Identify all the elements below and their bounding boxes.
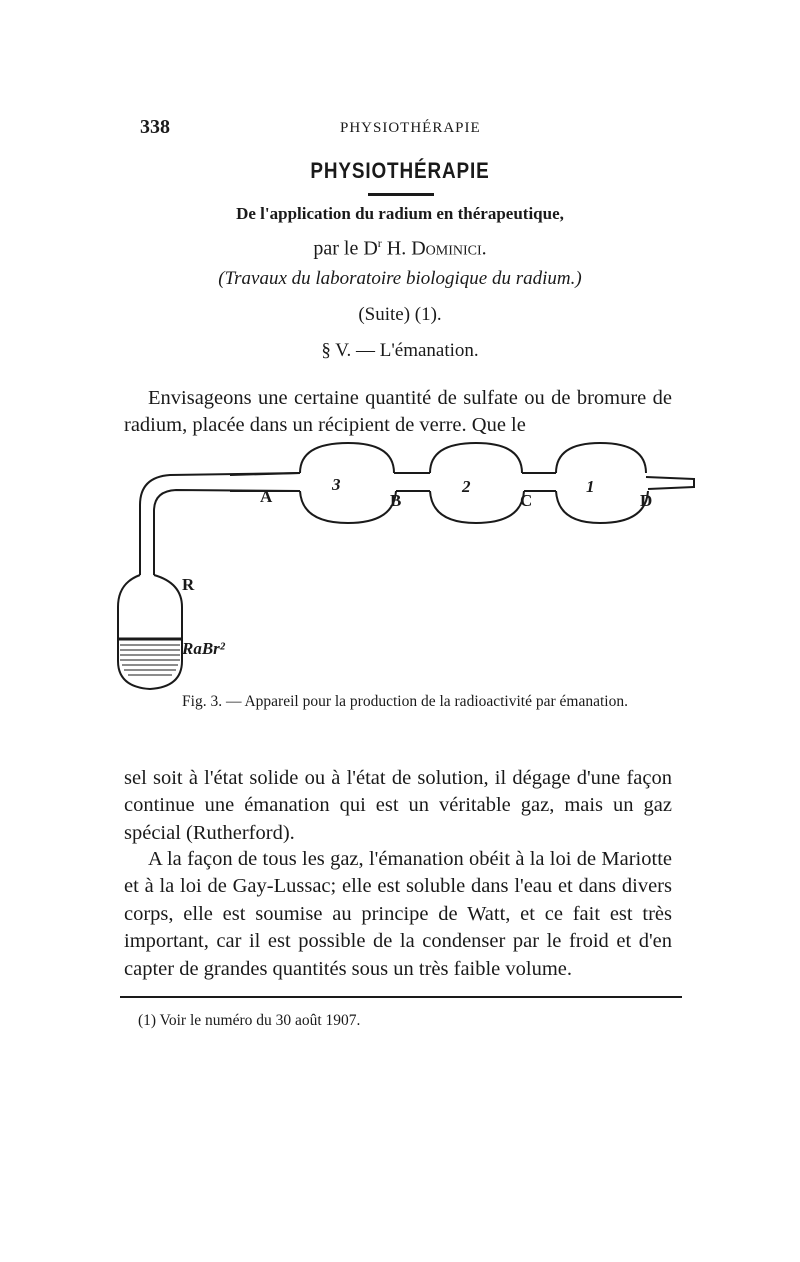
paragraph-1: Envisageons une certaine quantité de sulfate ou de bromure de radium, placée dans un récipient de verre. Que le	[124, 386, 672, 436]
continued-note: (Suite) (1).	[358, 304, 442, 325]
apparatus-figure	[110, 435, 700, 697]
byline	[120, 236, 680, 261]
label-c: C	[520, 491, 533, 510]
bulb-2-top	[430, 443, 522, 473]
bulb-3-top	[300, 443, 394, 473]
author-name: H. Dominici.	[386, 237, 487, 260]
affiliation: (Travaux du laboratoire biologique du radium.)	[218, 268, 582, 289]
article-title: De l'application du radium en thérapeutique,	[236, 204, 564, 223]
label-bulb-2: 2	[462, 477, 471, 496]
label-bulb-3: 3	[332, 475, 341, 494]
figure-caption: Fig. 3. — Appareil pour la production de la radioactivité par émanation.	[182, 693, 628, 710]
page-number: 338	[140, 116, 170, 138]
bulb-1-top	[556, 443, 646, 473]
byline-sup: r	[377, 236, 382, 250]
label-rabr2: RaBr²	[182, 639, 225, 658]
bulb-1-bottom	[556, 491, 648, 523]
footnote-rule	[120, 996, 682, 998]
subsection-heading: § V. — L'émanation.	[321, 340, 479, 361]
paragraph-2: sel soit à l'état solide ou à l'état de solution, il dégage d'une façon continue une émanation qui est un véritable gaz, mais un gaz spécial (Rutherford).	[124, 766, 672, 844]
tube-outer	[140, 473, 300, 575]
label-bulb-1: 1	[586, 477, 595, 496]
paragraph-3: A la façon de tous les gaz, l'émanation obéit à la loi de Mariotte et à la loi de Gay-Lussac; elle est soluble dans l'eau et dans divers corps, elle est soumise au principe de Watt, et ce fait est très important, car il est possible de la condenser par le froid et d'en capter de grandes quantités sous un très faible volume.	[124, 847, 672, 980]
section-heading: PHYSIOTHÉRAPIE	[310, 158, 490, 183]
tube-inner	[154, 490, 300, 575]
running-head	[140, 116, 670, 140]
heading-rule	[368, 193, 434, 196]
bulb-2-bottom	[430, 491, 524, 523]
label-a: A	[260, 487, 273, 506]
flask-r	[118, 575, 182, 689]
bulb-3-bottom	[300, 491, 396, 523]
byline-prefix: par le D	[313, 237, 378, 260]
label-r: R	[182, 575, 195, 594]
footnote: (1) Voir le numéro du 30 août 1907.	[138, 1012, 361, 1029]
label-d: D	[640, 491, 653, 510]
running-title: PHYSIOTHÉRAPIE	[340, 120, 481, 136]
label-b: B	[390, 491, 402, 510]
